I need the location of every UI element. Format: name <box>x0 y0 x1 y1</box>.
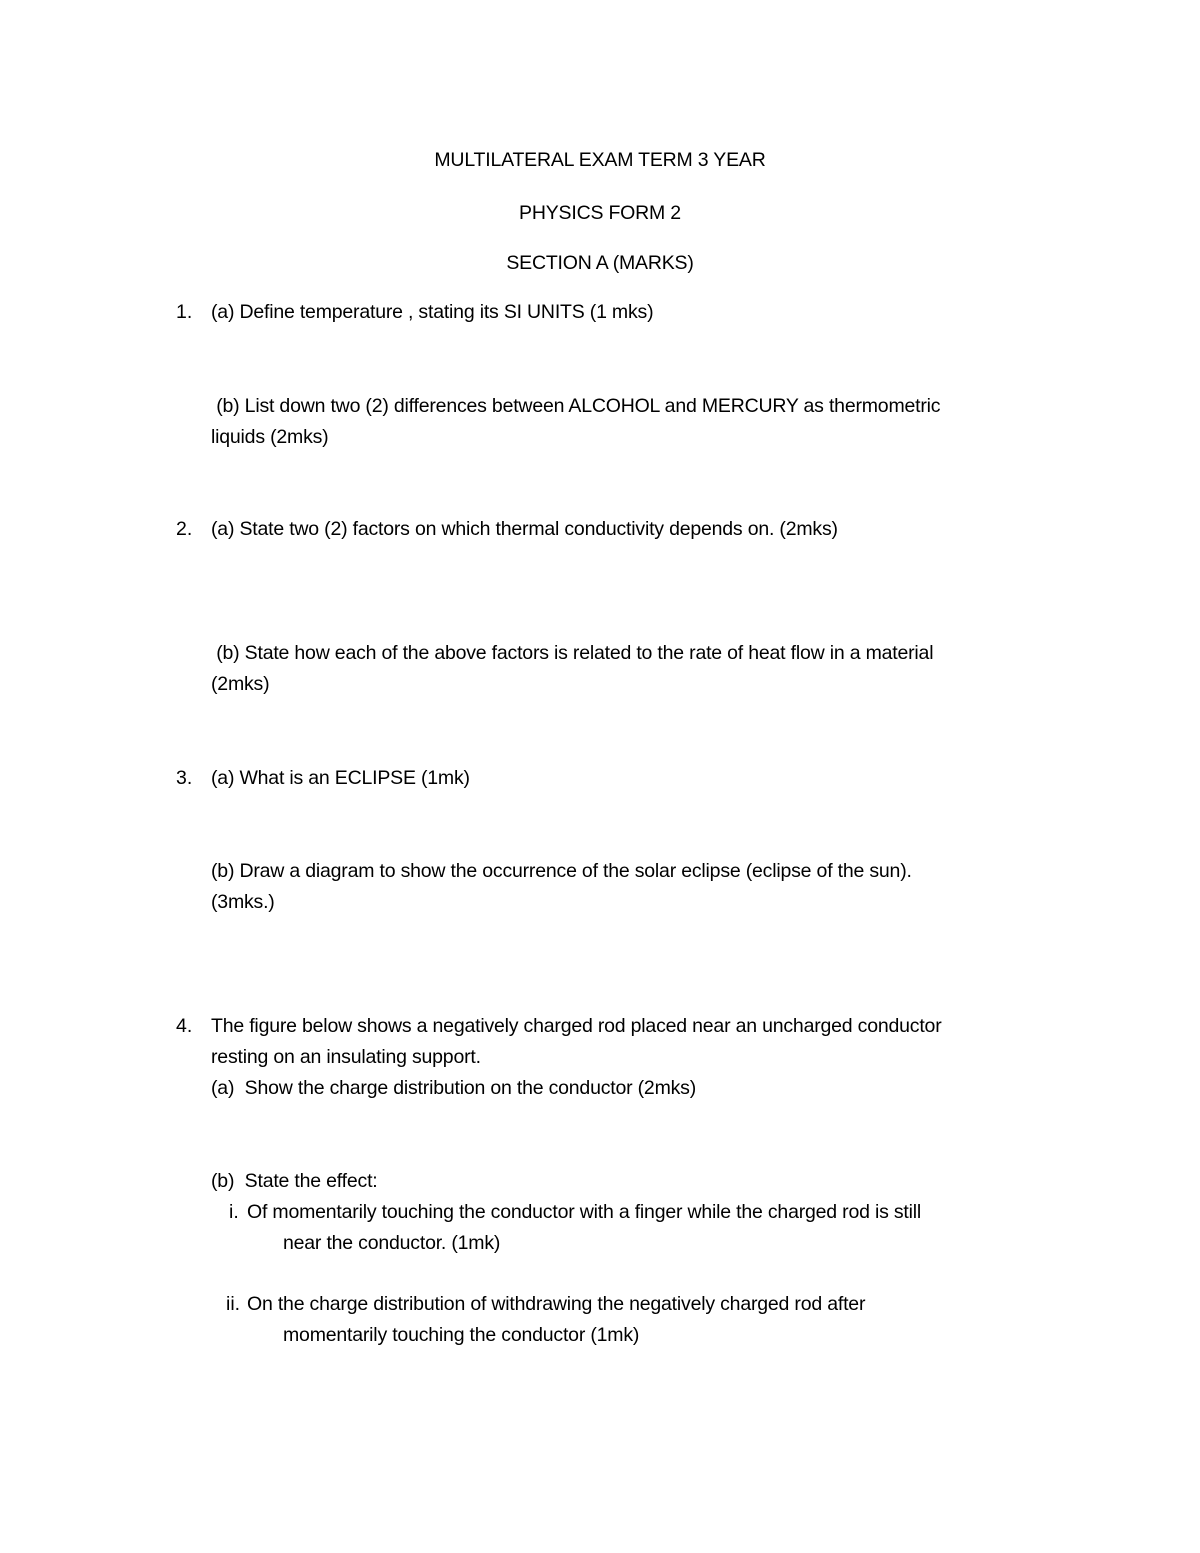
question-4b-i-text-line-1: Of momentarily touching the conductor with a finger while the charged rod is still <box>247 1201 922 1223</box>
question-4b-i-marker: i. <box>229 1201 239 1223</box>
question-1-number: 1. <box>176 301 193 323</box>
question-4b-text: (b) State the effect: <box>211 1170 378 1192</box>
question-4b-ii-marker: ii. <box>226 1293 241 1315</box>
question-3-number: 3. <box>176 767 193 789</box>
question-3b-text-line-1: (b) Draw a diagram to show the occurrence of the solar eclipse (eclipse of the sun). <box>211 860 912 882</box>
question-3b-text-line-2: (3mks.) <box>211 891 275 913</box>
question-1b-text-line-1: (b) List down two (2) differences between ALCOHOL and MERCURY as thermometric <box>211 395 941 417</box>
question-4b-i-text-line-2: near the conductor. (1mk) <box>283 1232 501 1254</box>
question-3a-text: (a) What is an ECLIPSE (1mk) <box>211 767 470 789</box>
question-4-number: 4. <box>176 1015 193 1037</box>
question-2b-text-line-2: (2mks) <box>211 673 270 695</box>
question-4-intro-line-1: The figure below shows a negatively charged rod placed near an uncharged conductor <box>211 1015 942 1037</box>
question-2-number: 2. <box>176 518 193 540</box>
exam-subject: PHYSICS FORM 2 <box>519 202 681 224</box>
question-4b-ii-text-line-2: momentarily touching the conductor (1mk) <box>283 1324 640 1346</box>
question-2a-text: (a) State two (2) factors on which thermal conductivity depends on. (2mks) <box>211 518 838 540</box>
question-4a-text: (a) Show the charge distribution on the conductor (2mks) <box>211 1077 697 1099</box>
section-heading: SECTION A (MARKS) <box>506 252 694 274</box>
question-4b-ii-text-line-1: On the charge distribution of withdrawing the negatively charged rod after <box>247 1293 866 1315</box>
question-1b-text-line-2: liquids (2mks) <box>211 426 329 448</box>
exam-title: MULTILATERAL EXAM TERM 3 YEAR <box>434 149 766 171</box>
question-4-intro-line-2: resting on an insulating support. <box>211 1046 481 1068</box>
question-1a-text: (a) Define temperature , stating its SI UNITS (1 mks) <box>211 301 654 323</box>
question-2b-text-line-1: (b) State how each of the above factors is related to the rate of heat flow in a material <box>211 642 934 664</box>
